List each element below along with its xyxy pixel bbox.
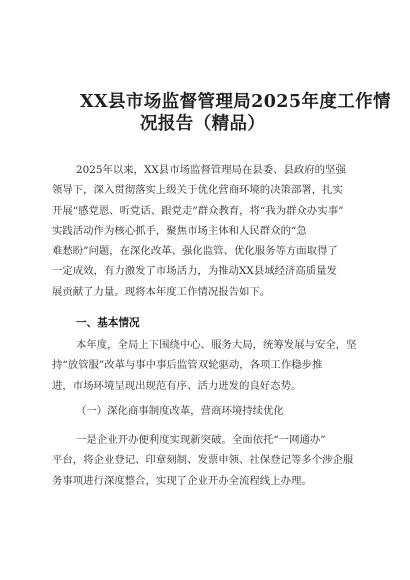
intro-line: 2025年以来，XX县市场监督管理局在县委、县政府的坚强: [76, 164, 346, 176]
section1-line: 持“放管服”改革与事中事后监管双轮驱动，各项工作稳步推: [52, 359, 323, 372]
subsection1-line: 务事项进行深度整合，实现了企业开办全流程线上办理。: [52, 474, 312, 487]
intro-line: 开展“感党恩、听党话、跟党走”群众教育，将“我为群众办实事”: [52, 204, 344, 217]
subsection-heading-business-reform: （一）深化商事制度改革，营商环境持续优化: [76, 405, 284, 417]
intro-line: 一定成效，有力激发了市场活力，为推动XX县域经济高质量发: [52, 265, 337, 278]
section1-line: 进，市场环境呈现出规范有序、活力迸发的良好态势。: [52, 379, 302, 392]
document-title-line-2: 况报告（精品）: [140, 114, 266, 134]
intro-line: 展贡献了力量。现将本年度工作情况报告如下。: [52, 285, 271, 298]
section1-paragraph: [52, 335, 364, 396]
section1-line: 本年度，全局上下围绕中心、服务大局，统筹发展与安全，坚: [76, 339, 357, 351]
intro-line: 领导下，深入贯彻落实上级关于优化营商环境的决策部署，扎实: [52, 184, 343, 197]
intro-line: 实践活动作为核心抓手，聚焦市场主体和人民群众的“急: [52, 224, 307, 237]
subsection1-paragraph: [52, 430, 364, 491]
subsection1-line: 平台，将企业登记、印章刻制、发票申领、社保登记等多个涉企服: [52, 454, 354, 467]
intro-paragraph: [52, 160, 364, 302]
document-title-line-1: XX县市场监督管理局2025年度工作情: [80, 92, 391, 112]
intro-line: 难愁盼”问题，在深化改革、强化监管、优化服务等方面取得了: [52, 245, 338, 258]
subsection1-line: 一是企业开办便利度实现新突破。全面依托“一网通办”: [76, 434, 326, 446]
section-heading-basic-situation: 一、基本情况: [76, 317, 140, 329]
